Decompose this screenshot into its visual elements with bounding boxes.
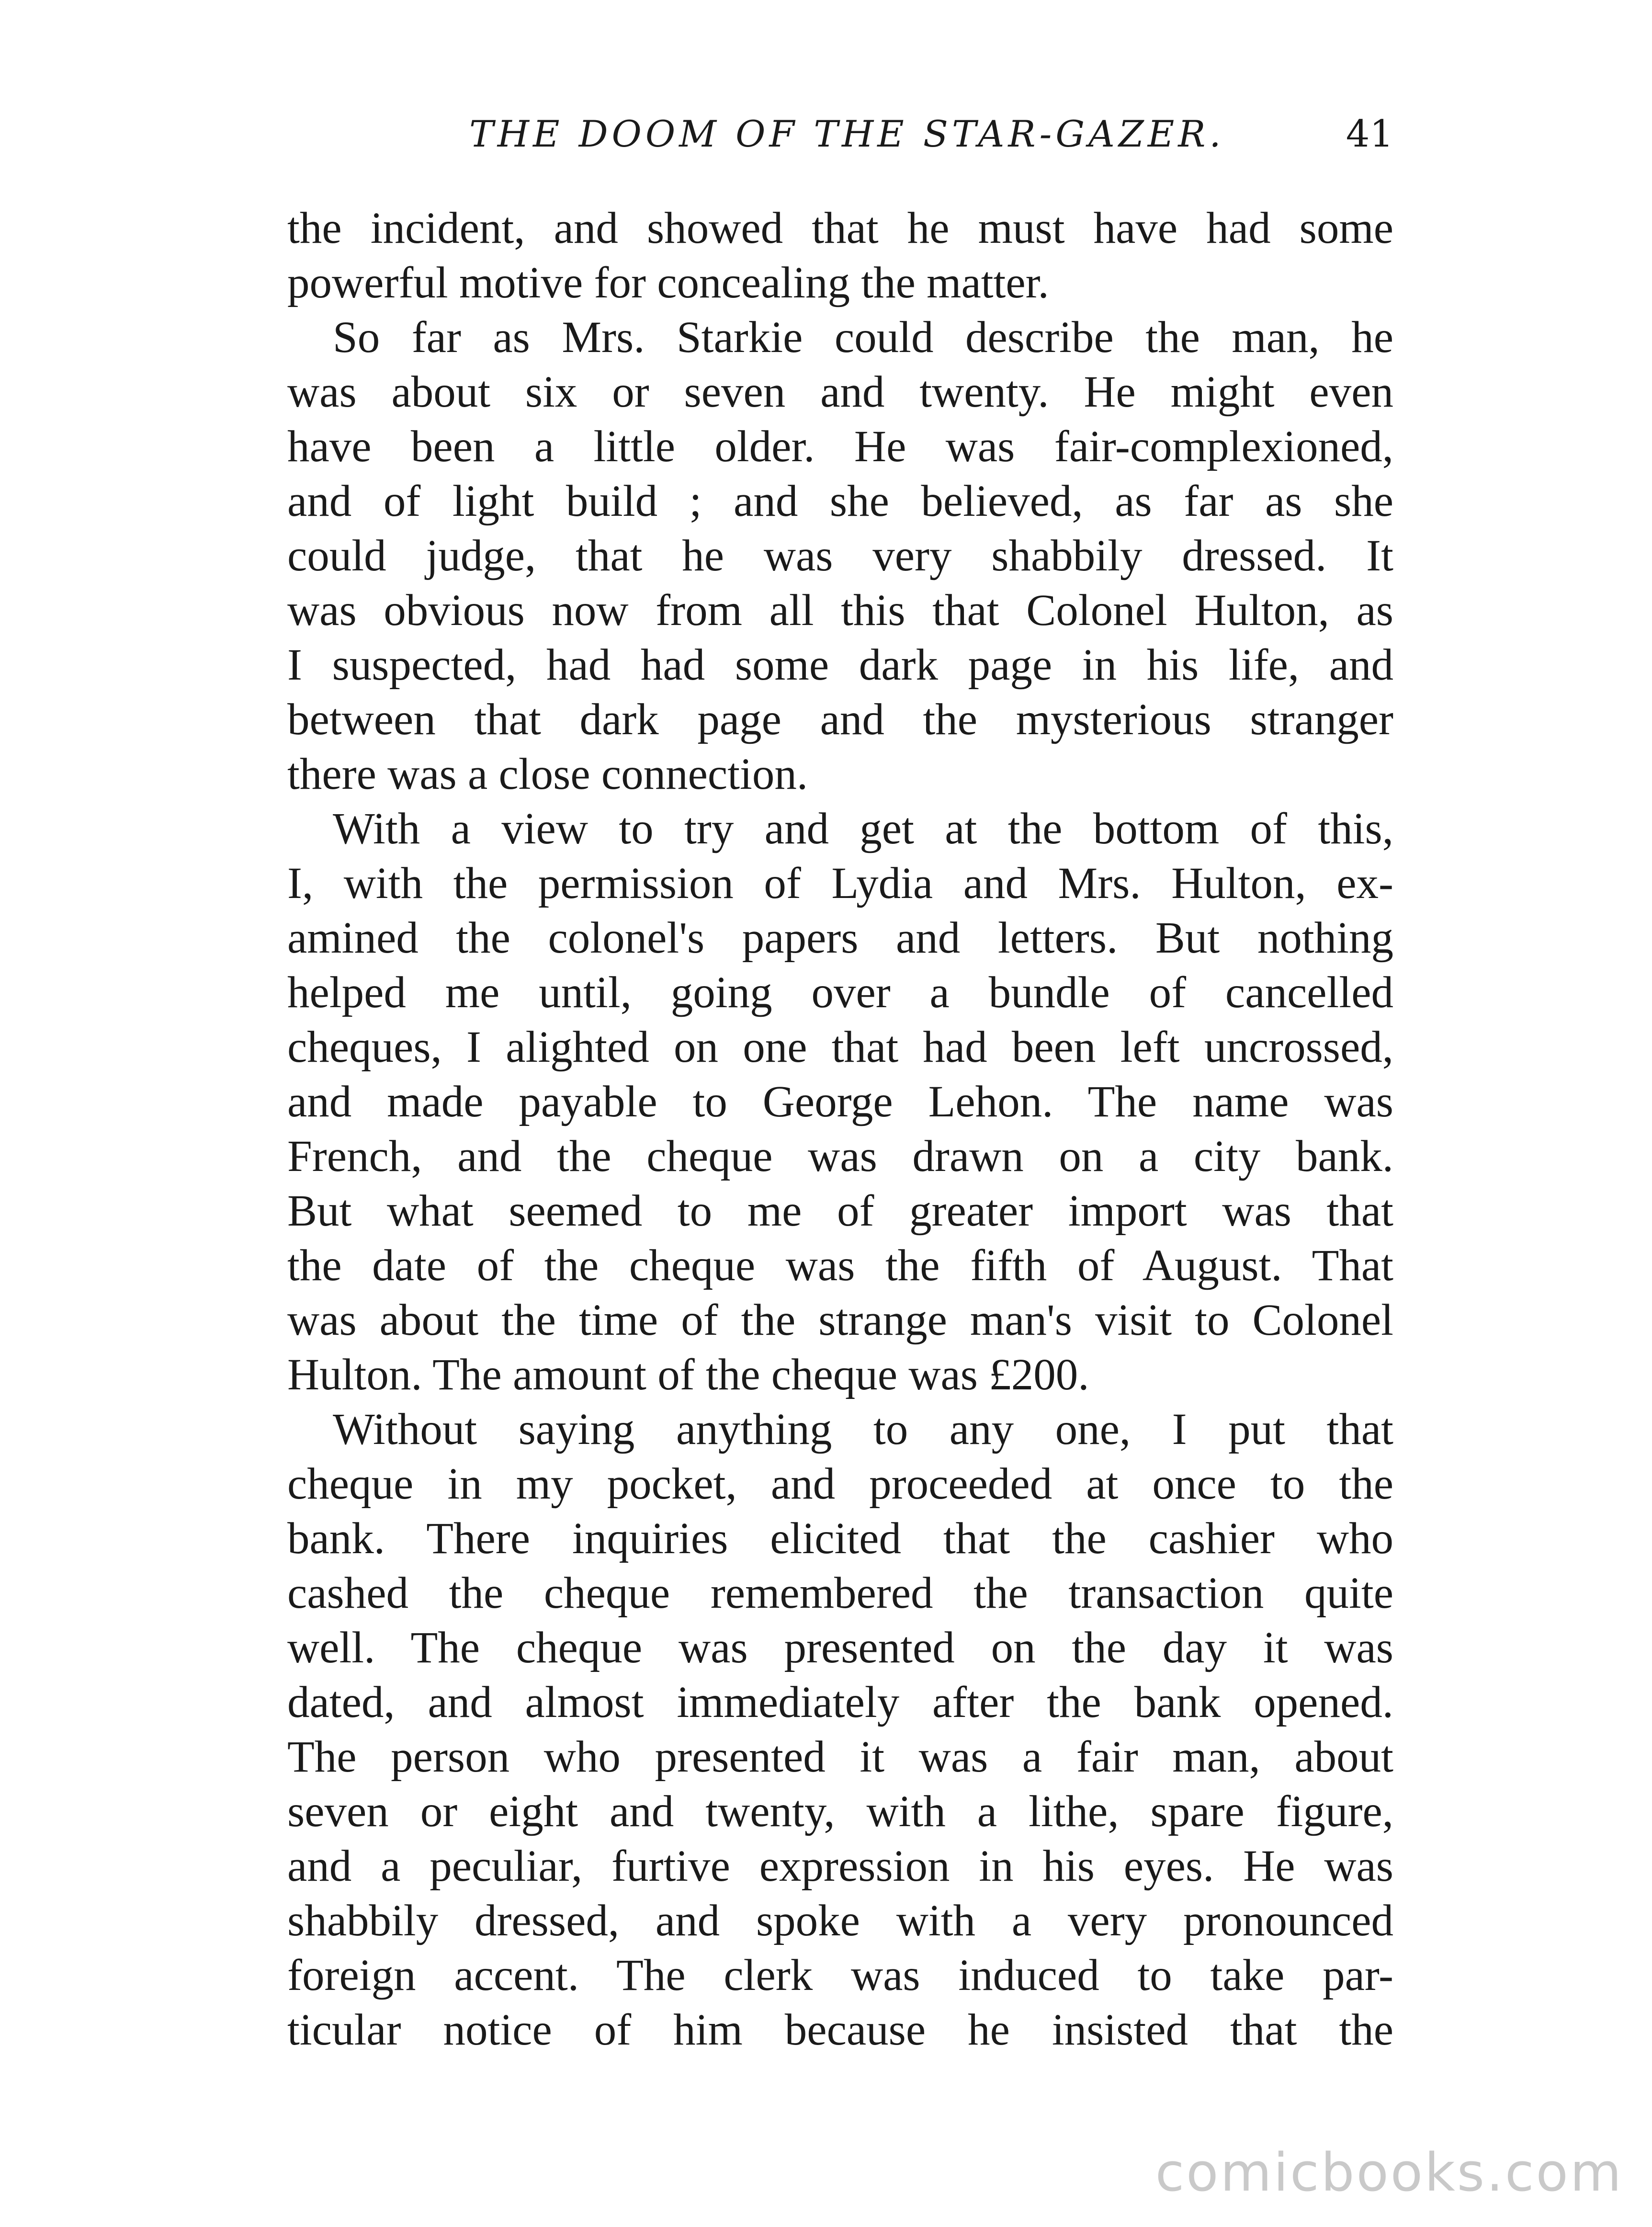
text-line: amined the colonel's papers and letters. But nothing <box>287 913 1393 963</box>
text-line: well. The cheque was presented on the day it was <box>287 1623 1393 1672</box>
text-line: was about six or seven and twenty. He might even <box>287 367 1393 417</box>
text-line: French, and the cheque was drawn on a city bank. <box>287 1132 1393 1181</box>
running-title: THE DOOM OF THE STAR-GAZER. <box>469 113 1225 155</box>
page-number: 41 <box>1346 113 1393 156</box>
text-line: The person who presented it was a fair man, about <box>287 1732 1393 1782</box>
text-line: ticular notice of him because he insisted that the <box>287 2005 1393 2055</box>
text-line: So far as Mrs. Starkie could describe the man, he <box>333 313 1393 362</box>
text-line: shabbily dressed, and spoke with a very pronounced <box>287 1896 1393 1945</box>
body-text <box>287 201 1393 2079</box>
text-line: Without saying anything to any one, I put that <box>333 1405 1393 1454</box>
text-line: the date of the cheque was the fifth of August. That <box>287 1241 1393 1290</box>
text-line: seven or eight and twenty, with a lithe, spare figure, <box>287 1787 1393 1836</box>
text-line: there was a close connection. <box>287 750 808 799</box>
text-line: cashed the cheque remembered the transaction quite <box>287 1568 1393 1618</box>
text-line: between that dark page and the mysterious stranger <box>287 695 1393 744</box>
text-line: I suspected, had had some dark page in his life, and <box>287 640 1393 690</box>
text-line: cheque in my pocket, and proceeded at once to the <box>287 1459 1393 1509</box>
watermark: comicbooks.com <box>1155 2142 1623 2203</box>
text-line: have been a little older. He was fair-complexioned, <box>287 422 1393 471</box>
running-header <box>287 103 1393 170</box>
text-line: bank. There inquiries elicited that the cashier who <box>287 1514 1393 1563</box>
text-line: was obvious now from all this that Colonel Hulton, as <box>287 586 1393 635</box>
text-line: But what seemed to me of greater import was that <box>287 1186 1393 1236</box>
text-line: foreign accent. The clerk was induced to take par- <box>287 1951 1393 2000</box>
text-line: could judge, that he was very shabbily dressed. It <box>287 531 1393 580</box>
text-line: powerful motive for concealing the matter. <box>287 258 1049 307</box>
text-line: and of light build ; and she believed, as far as she <box>287 477 1393 526</box>
text-line: cheques, I alighted on one that had been left uncrossed, <box>287 1023 1393 1072</box>
text-line: and a peculiar, furtive expression in his eyes. He was <box>287 1841 1393 1891</box>
text-line: was about the time of the strange man's visit to Colonel <box>287 1295 1393 1345</box>
text-line: the incident, and showed that he must have had some <box>287 204 1393 253</box>
text-line: helped me until, going over a bundle of cancelled <box>287 968 1393 1017</box>
text-line: I, with the permission of Lydia and Mrs. Hulton, ex- <box>287 859 1393 908</box>
text-line: and made payable to George Lehon. The name was <box>287 1077 1393 1126</box>
text-line: Hulton. The amount of the cheque was £200. <box>287 1350 1089 1399</box>
text-line: dated, and almost immediately after the bank opened. <box>287 1678 1393 1727</box>
text-line: With a view to try and get at the bottom of this, <box>333 804 1393 853</box>
